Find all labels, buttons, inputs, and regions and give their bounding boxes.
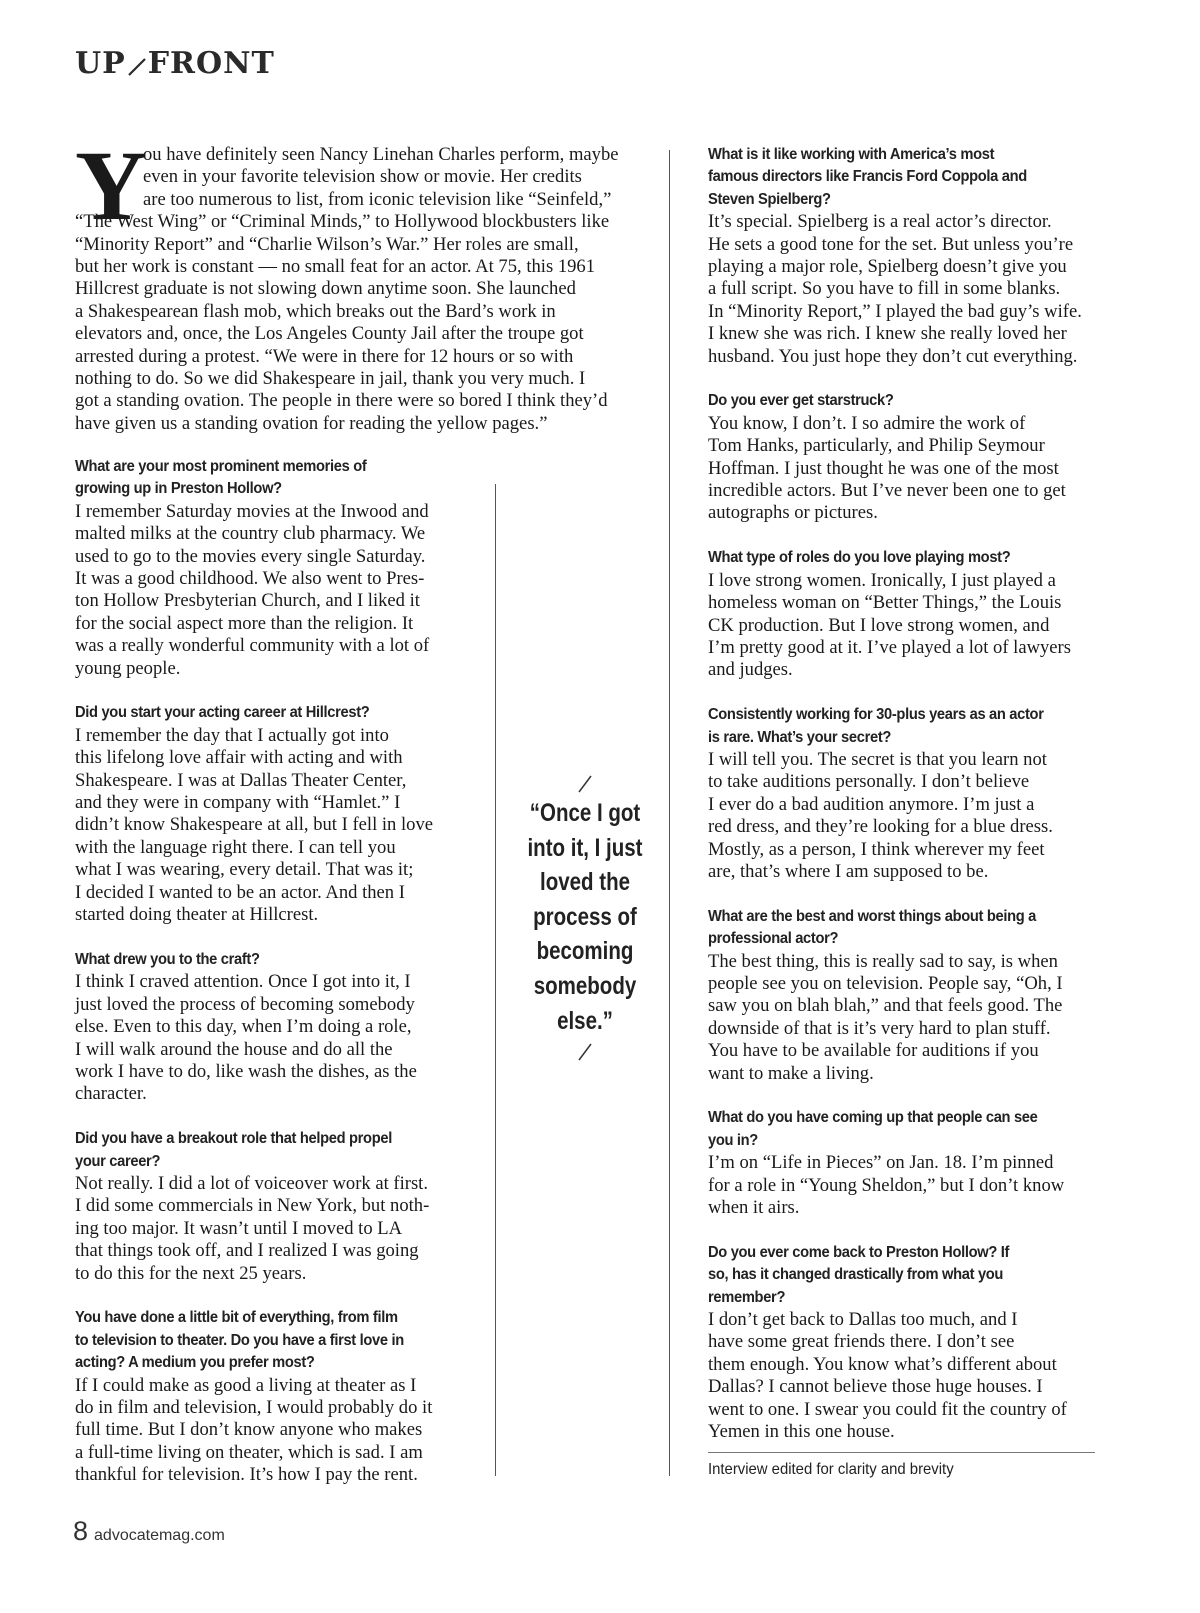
intro-line: got a standing ovation. The people in there were so bored I think they’d: [75, 390, 608, 412]
section-header: [75, 46, 275, 86]
answer-line: a full script. So you have to fill in some blanks.: [708, 278, 1061, 300]
answer-line: for a role in “Young Sheldon,” but I don’t know: [708, 1174, 1065, 1196]
qa-block: [708, 390, 1108, 524]
question-line: to television to theater. Do you have a first love in: [75, 1331, 404, 1349]
intro-line: ou have definitely seen Nancy Linehan Charles perform, maybe: [143, 144, 619, 165]
answer-line: In “Minority Report,” I played the bad guy’s wife.: [708, 300, 1082, 322]
answer-line: The best thing, this is really sad to say, is when: [708, 950, 1058, 972]
answer-line: malted milks at the country club pharmacy. We: [75, 523, 426, 545]
question-line: remember?: [708, 1288, 786, 1306]
answer-line: ing too major. It wasn’t until I moved to LA: [75, 1217, 403, 1239]
intro-paragraph: [75, 130, 675, 435]
answer-line: and they were in company with “Hamlet.” I: [75, 792, 401, 814]
question-line: you in?: [708, 1131, 758, 1149]
right-column: [708, 144, 1108, 1466]
qa-block: [75, 456, 495, 680]
answer-line: when it airs.: [708, 1197, 800, 1219]
pull-quote-text: [519, 796, 650, 1038]
question-line: Consistently working for 30-plus years as an actor: [708, 706, 1044, 724]
question-line: your career?: [75, 1152, 161, 1170]
qa-block: [75, 702, 495, 926]
answer-line: downside of that is it’s very hard to plan stuff.: [708, 1017, 1051, 1039]
answer-line: people see you on television. People say, “Oh, I: [708, 972, 1063, 994]
question-line: growing up in Preston Hollow?: [75, 480, 282, 498]
answer-line: that things took off, and I realized I was going: [75, 1240, 419, 1262]
answer-line: homeless woman on “Better Things,” the Louis: [708, 592, 1062, 614]
slash-icon: [126, 53, 148, 77]
header-up: UP: [75, 46, 126, 81]
answer-line: ton Hollow Presbyterian Church, and I liked it: [75, 590, 420, 612]
answer-line: I ever do a bad audition anymore. I’m just a: [708, 793, 1035, 815]
pull-quote-line: else.”: [557, 1006, 613, 1035]
question-line: professional actor?: [708, 930, 839, 948]
answer-line: just loved the process of becoming somebody: [75, 993, 415, 1015]
answer-line: I love strong women. Ironically, I just played a: [708, 569, 1056, 591]
answer-line: Hoffman. I just thought he was one of the most: [708, 457, 1059, 479]
answer-line: went to one. I swear you could fit the country of: [708, 1398, 1067, 1420]
answer-line: autographs or pictures.: [708, 502, 878, 524]
answer-line: I remember Saturday movies at the Inwood and: [75, 500, 429, 522]
qa-block: [708, 1242, 1108, 1444]
answer-line: I’m on “Life in Pieces” on Jan. 18. I’m pinned: [708, 1152, 1054, 1174]
intro-line: but her work is constant — no small feat for an actor. At 75, this 1961: [75, 256, 596, 278]
pull-quote-line: “Once I got: [529, 799, 641, 827]
question-line: is rare. What’s your secret?: [708, 728, 892, 746]
editor-note: Interview edited for clarity and brevity: [708, 1461, 954, 1478]
answer-line: I think I craved attention. Once I got into it, I: [75, 971, 411, 993]
question-line: famous directors like Francis Ford Coppola and: [708, 168, 1027, 186]
intro-line: elevators and, once, the Los Angeles County Jail after the troupe got: [75, 323, 584, 345]
answer-line: was a really wonderful community with a lot of: [75, 635, 430, 657]
answer-line: didn’t know Shakespeare at all, but I fell in love: [75, 814, 434, 836]
question-line: acting? A medium you prefer most?: [75, 1354, 315, 1372]
pull-quote-line: into it, I just: [527, 833, 643, 862]
pull-quote-line: loved the: [540, 868, 630, 897]
qa-block: [75, 949, 495, 1106]
qa-block: [75, 1307, 495, 1486]
credit-divider: [708, 1452, 1095, 1453]
qa-block: [708, 1107, 1108, 1219]
answer-line: do in film and television, I would probably do it: [75, 1397, 433, 1418]
question-line: What drew you to the craft?: [75, 950, 260, 968]
question-line: Do you ever get starstruck?: [708, 392, 894, 410]
drop-cap: Y: [75, 130, 148, 241]
answer-line: character.: [75, 1083, 147, 1105]
intro-line: a Shakespearean flash mob, which breaks out the Bard’s work in: [75, 300, 556, 322]
answer-line: what I was wearing, every detail. That was it;: [75, 859, 414, 881]
intro-line: “The West Wing” or “Criminal Minds,” to Hollywood blockbusters like: [75, 211, 610, 233]
question-line: You have done a little bit of everything, from film: [75, 1309, 398, 1327]
answer-line: I’m pretty good at it. I’ve played a lot of lawyers: [708, 636, 1071, 658]
slash-icon: [575, 1038, 595, 1064]
question-line: What type of roles do you love playing most?: [708, 549, 1011, 567]
answer-line: If I could make as good a living at theater as I: [75, 1374, 417, 1396]
answer-line: else. Even to this day, when I’m doing a role,: [75, 1016, 412, 1038]
question-line: What are your most prominent memories of: [75, 458, 367, 475]
qa-block: [708, 547, 1108, 681]
qa-block: [708, 144, 1108, 368]
answer-line: Shakespeare. I was at Dallas Theater Center,: [75, 769, 407, 791]
intro-line: nothing to do. So we did Shakespeare in jail, thank you very much. I: [75, 368, 586, 390]
answer-line: He sets a good tone for the set. But unless you’re: [708, 233, 1074, 255]
answer-line: I will walk around the house and do all the: [75, 1038, 393, 1060]
answer-line: for the social aspect more than the religion. It: [75, 612, 414, 634]
answer-line: I will tell you. The secret is that you learn not: [708, 748, 1047, 770]
answer-line: husband. You just hope they don’t cut everything.: [708, 345, 1078, 367]
question-line: so, has it changed drastically from what you: [708, 1266, 1004, 1284]
answer-line: incredible actors. But I’ve never been one to get: [708, 480, 1066, 502]
answer-line: I don’t get back to Dallas too much, and I: [708, 1309, 1018, 1331]
answer-line: to do this for the next 25 years.: [75, 1262, 307, 1284]
site-url: advocatemag.com: [94, 1527, 225, 1544]
answer-line: red dress, and they’re looking for a blue dress.: [708, 816, 1053, 838]
pull-quote-line: becoming: [536, 937, 634, 966]
answer-line: this lifelong love affair with acting and with: [75, 747, 403, 769]
intro-line: Hillcrest graduate is not slowing down anytime soon. She launched: [75, 278, 576, 300]
pull-quote: [505, 770, 665, 1064]
question-line: Steven Spielberg?: [708, 190, 831, 208]
pull-quote-line: somebody: [533, 971, 637, 1000]
answer-line: Mostly, as a person, I think wherever my feet: [708, 838, 1045, 860]
intro-line: have given us a standing ovation for reading the yellow pages.”: [75, 412, 548, 434]
question-line: What are the best and worst things about being a: [708, 907, 1037, 925]
answer-line: used to go to the movies every single Saturday.: [75, 545, 426, 567]
answer-line: I decided I wanted to be an actor. And then I: [75, 881, 405, 903]
answer-line: Dallas? I cannot believe those huge houses. I: [708, 1376, 1043, 1398]
answer-line: It’s special. Spielberg is a real actor’s director.: [708, 211, 1052, 233]
page-number: 8: [73, 1516, 89, 1546]
intro-line: “Minority Report” and “Charlie Wilson’s War.” Her roles are small,: [75, 233, 579, 255]
answer-line: have some great friends there. I don’t see: [708, 1331, 1015, 1353]
answer-line: young people.: [75, 657, 181, 679]
answer-line: them enough. You know what’s different about: [708, 1353, 1057, 1375]
answer-line: playing a major role, Spielberg doesn’t give you: [708, 256, 1067, 278]
answer-line: with the language right there. I can tell you: [75, 836, 396, 858]
answer-line: I remember the day that I actually got into: [75, 724, 389, 746]
answer-line: to take auditions personally. I don’t believe: [708, 771, 1030, 793]
answer-line: started doing theater at Hillcrest.: [75, 904, 319, 926]
answer-line: are, that’s where I am supposed to be.: [708, 860, 989, 882]
column-divider-right: [669, 150, 670, 1476]
slash-icon: [575, 770, 595, 796]
answer-line: I knew she was rich. I knew she really loved her: [708, 323, 1067, 345]
answer-line: I did some commercials in New York, but noth-: [75, 1195, 430, 1217]
intro-line: even in your favorite television show or movie. Her credits: [143, 166, 582, 188]
answer-line: full time. But I don’t know anyone who makes: [75, 1419, 423, 1441]
question-line: Do you ever come back to Preston Hollow? If: [708, 1243, 1010, 1261]
page-footer: [73, 1516, 225, 1547]
answer-line: and judges.: [708, 659, 793, 681]
answer-line: CK production. But I love strong women, and: [708, 614, 1050, 636]
answer-line: a full-time living on theater, which is sad. I am: [75, 1441, 423, 1463]
answer-line: thankful for television. It’s how I pay the rent.: [75, 1464, 418, 1486]
column-divider-left: [495, 484, 496, 1476]
answer-line: want to make a living.: [708, 1062, 874, 1084]
pull-quote-line: process of: [533, 902, 637, 931]
qa-block: [708, 906, 1108, 1085]
answer-line: It was a good childhood. We also went to Pres-: [75, 568, 425, 590]
left-column: [75, 456, 495, 1509]
intro-line: are too numerous to list, from iconic television like “Seinfeld,”: [143, 188, 612, 210]
answer-line: You know, I don’t. I so admire the work of: [708, 412, 1026, 434]
qa-block: [708, 704, 1108, 883]
answer-line: Yemen in this one house.: [708, 1421, 895, 1443]
question-line: Did you start your acting career at Hillcrest?: [75, 704, 370, 722]
question-line: What do you have coming up that people can see: [708, 1109, 1038, 1127]
question-line: Did you have a breakout role that helped propel: [75, 1130, 392, 1148]
answer-line: You have to be available for auditions if you: [708, 1040, 1039, 1062]
header-front: FRONT: [147, 46, 275, 81]
answer-line: work I have to do, like wash the dishes, as the: [75, 1060, 417, 1082]
answer-line: Not really. I did a lot of voiceover work at first.: [75, 1172, 428, 1194]
answer-line: saw you on blah blah,” and that feels good. The: [708, 995, 1063, 1017]
answer-line: Tom Hanks, particularly, and Philip Seymour: [708, 435, 1045, 457]
question-line: What is it like working with America’s most: [708, 146, 995, 163]
intro-line: arrested during a protest. “We were in there for 12 hours or so with: [75, 345, 574, 367]
qa-block: [75, 1128, 495, 1285]
